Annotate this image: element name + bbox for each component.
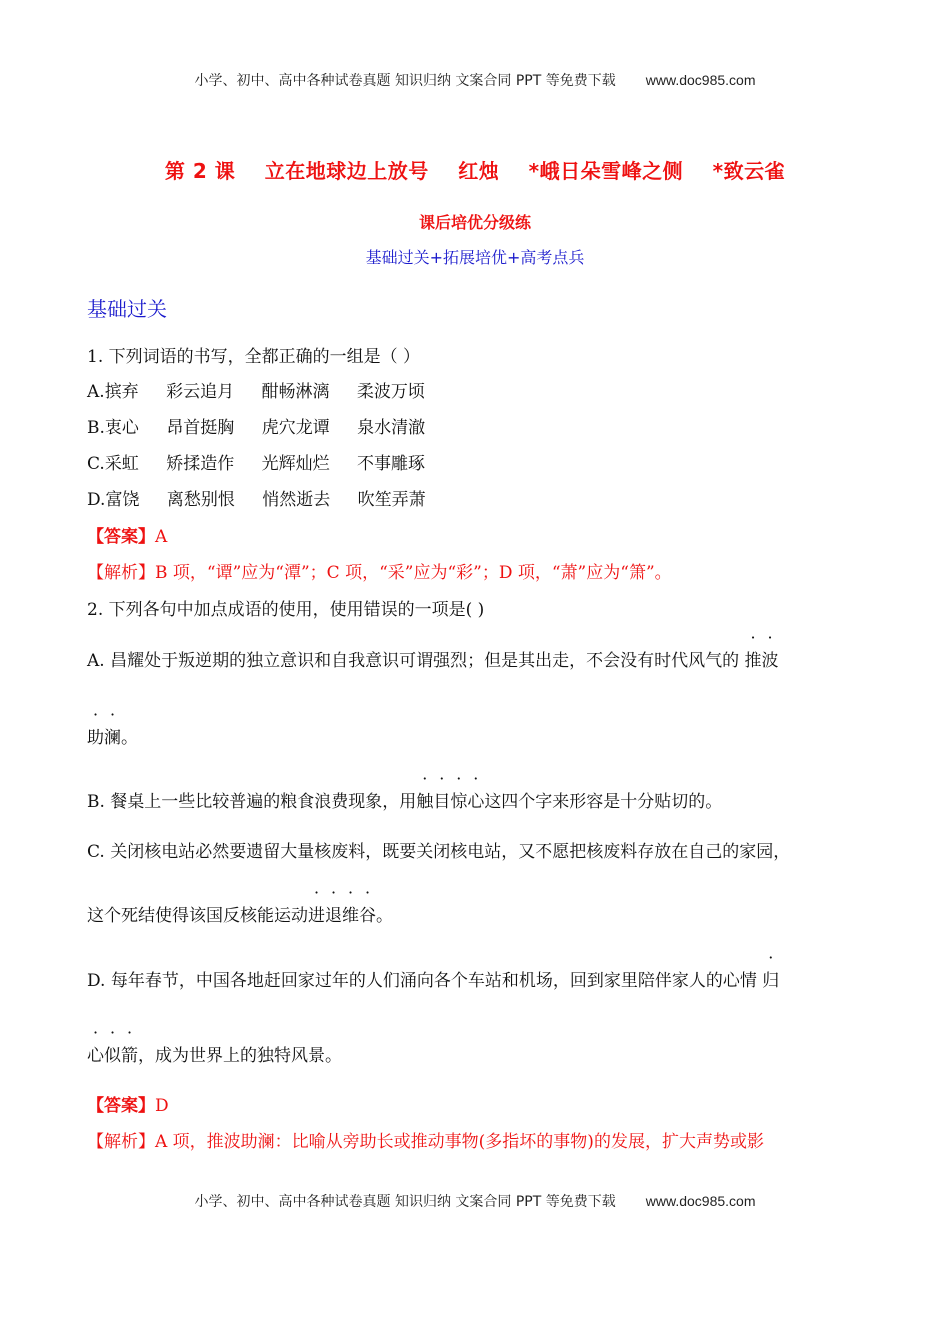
footer-url[interactable]: www.doc985.com bbox=[645, 1193, 756, 1209]
analysis-text: A 项，推波助澜：比喻从旁助长或推动事物(多指坏的事物)的发展，扩大声势或影 bbox=[155, 1132, 764, 1152]
section-heading: 基础过关 bbox=[87, 297, 167, 321]
title-part: 红烛 bbox=[458, 159, 500, 183]
title-part: *致云雀 bbox=[712, 159, 786, 183]
page-header bbox=[0, 70, 950, 90]
emphasis-char: 似 bbox=[104, 1046, 121, 1066]
dotted-idiom bbox=[87, 1046, 138, 1066]
q1-option-b: B.衷心 昂首挺胸 虎穴龙谭 泉水清澈 bbox=[87, 418, 426, 438]
answer-value: A bbox=[155, 527, 168, 547]
emphasis-char: 波 bbox=[761, 651, 779, 671]
footer-text: 小学、初中、高中各种试卷真题 知识归纳 文案合同 PPT 等免费下载 bbox=[194, 1194, 616, 1210]
header-text: 小学、初中、高中各种试卷真题 知识归纳 文案合同 PPT 等免费下载 bbox=[194, 73, 616, 89]
answer-label: 【答案】 bbox=[87, 1096, 155, 1116]
q2-option-d-line2: 心似箭，成为世界上的独特风景。 bbox=[87, 1046, 342, 1066]
analysis-label: 【解析】 bbox=[87, 1132, 155, 1152]
subtitle: 课后培优分级练 bbox=[418, 213, 531, 232]
q1-option-d: D.富饶 离愁别恨 悄然逝去 吹笙弄萧 bbox=[87, 490, 426, 510]
emphasis-char: 箭 bbox=[121, 1046, 138, 1066]
q2-stem: 2. 下列各句中加点成语的使用，使用错误的一项是( ) bbox=[87, 600, 485, 620]
analysis-label: 【解析】 bbox=[87, 563, 155, 583]
emphasis-char: 目 bbox=[433, 792, 451, 812]
dotted-idiom bbox=[87, 728, 121, 748]
title-part: *峨日朵雪峰之侧 bbox=[528, 159, 684, 183]
emphasis-char: 心 bbox=[467, 792, 485, 812]
emphasis-char: 推 bbox=[744, 651, 762, 671]
lesson-title bbox=[0, 155, 950, 184]
page-footer bbox=[0, 1191, 950, 1211]
tagline: 基础过关+拓展培优+高考点兵 bbox=[365, 248, 585, 267]
q2-option-c-line1: C. 关闭核电站必然要遗留大量核废料，既要关闭核电站，又不愿把核废料存放在自己的家园， bbox=[87, 842, 791, 862]
q2-option-b: B. 餐桌上一些比较普遍的粮食浪费现象，用触目惊心这四个字来形容是十分贴切的。 bbox=[87, 792, 723, 812]
header-url[interactable]: www.doc985.com bbox=[645, 72, 756, 88]
emphasis-char: 触 bbox=[416, 792, 434, 812]
q1-option-a: A.摈弃 彩云追月 酣畅淋漓 柔波万顷 bbox=[87, 382, 425, 402]
dotted-idiom bbox=[762, 971, 779, 991]
dotted-idiom bbox=[745, 651, 779, 671]
emphasis-char: 谷 bbox=[359, 906, 376, 926]
emphasis-char: 心 bbox=[87, 1046, 104, 1066]
emphasis-char: 助 bbox=[87, 728, 104, 748]
q1-stem: 1. 下列词语的书写，全都正确的一组是（ ） bbox=[87, 347, 421, 367]
emphasis-char: 进 bbox=[308, 906, 325, 926]
q1-answer bbox=[87, 526, 167, 548]
q2-option-a-line1: A. 昌耀处于叛逆期的独立意识和自我意识可谓强烈；但是其出走，不会没有时代风气的 推波 bbox=[87, 651, 779, 671]
emphasis-char: 归 bbox=[762, 971, 780, 991]
emphasis-char: 惊 bbox=[450, 792, 468, 812]
q2-option-c-line2: 这个死结使得该国反核能运动进退维谷。 bbox=[87, 906, 393, 926]
emphasis-char: 退 bbox=[325, 906, 342, 926]
q2-option-d-line1: D. 每年春节，中国各地赶回家过年的人们涌向各个车站和机场，回到家里陪伴家人的心情 归 bbox=[87, 971, 780, 991]
dotted-idiom bbox=[308, 906, 376, 926]
q2-answer bbox=[87, 1095, 169, 1117]
q2-option-a-line2: 助澜。 bbox=[87, 728, 138, 748]
lesson-number: 第 2 课 bbox=[164, 159, 236, 183]
title-part: 立在地球边上放号 bbox=[264, 159, 429, 183]
emphasis-char: 澜 bbox=[104, 728, 121, 748]
answer-label: 【答案】 bbox=[87, 527, 155, 547]
q1-option-c: C.采虹 矫揉造作 光辉灿烂 不事雕琢 bbox=[87, 454, 426, 474]
q1-analysis bbox=[87, 562, 672, 584]
emphasis-char: 维 bbox=[342, 906, 359, 926]
q2-analysis bbox=[87, 1131, 764, 1153]
dotted-idiom bbox=[416, 792, 484, 812]
analysis-text: B 项，“谭”应为“潭”；C 项，“采”应为“彩”；D 项，“萧”应为“箫”。 bbox=[155, 563, 672, 583]
answer-value: D bbox=[155, 1096, 169, 1116]
